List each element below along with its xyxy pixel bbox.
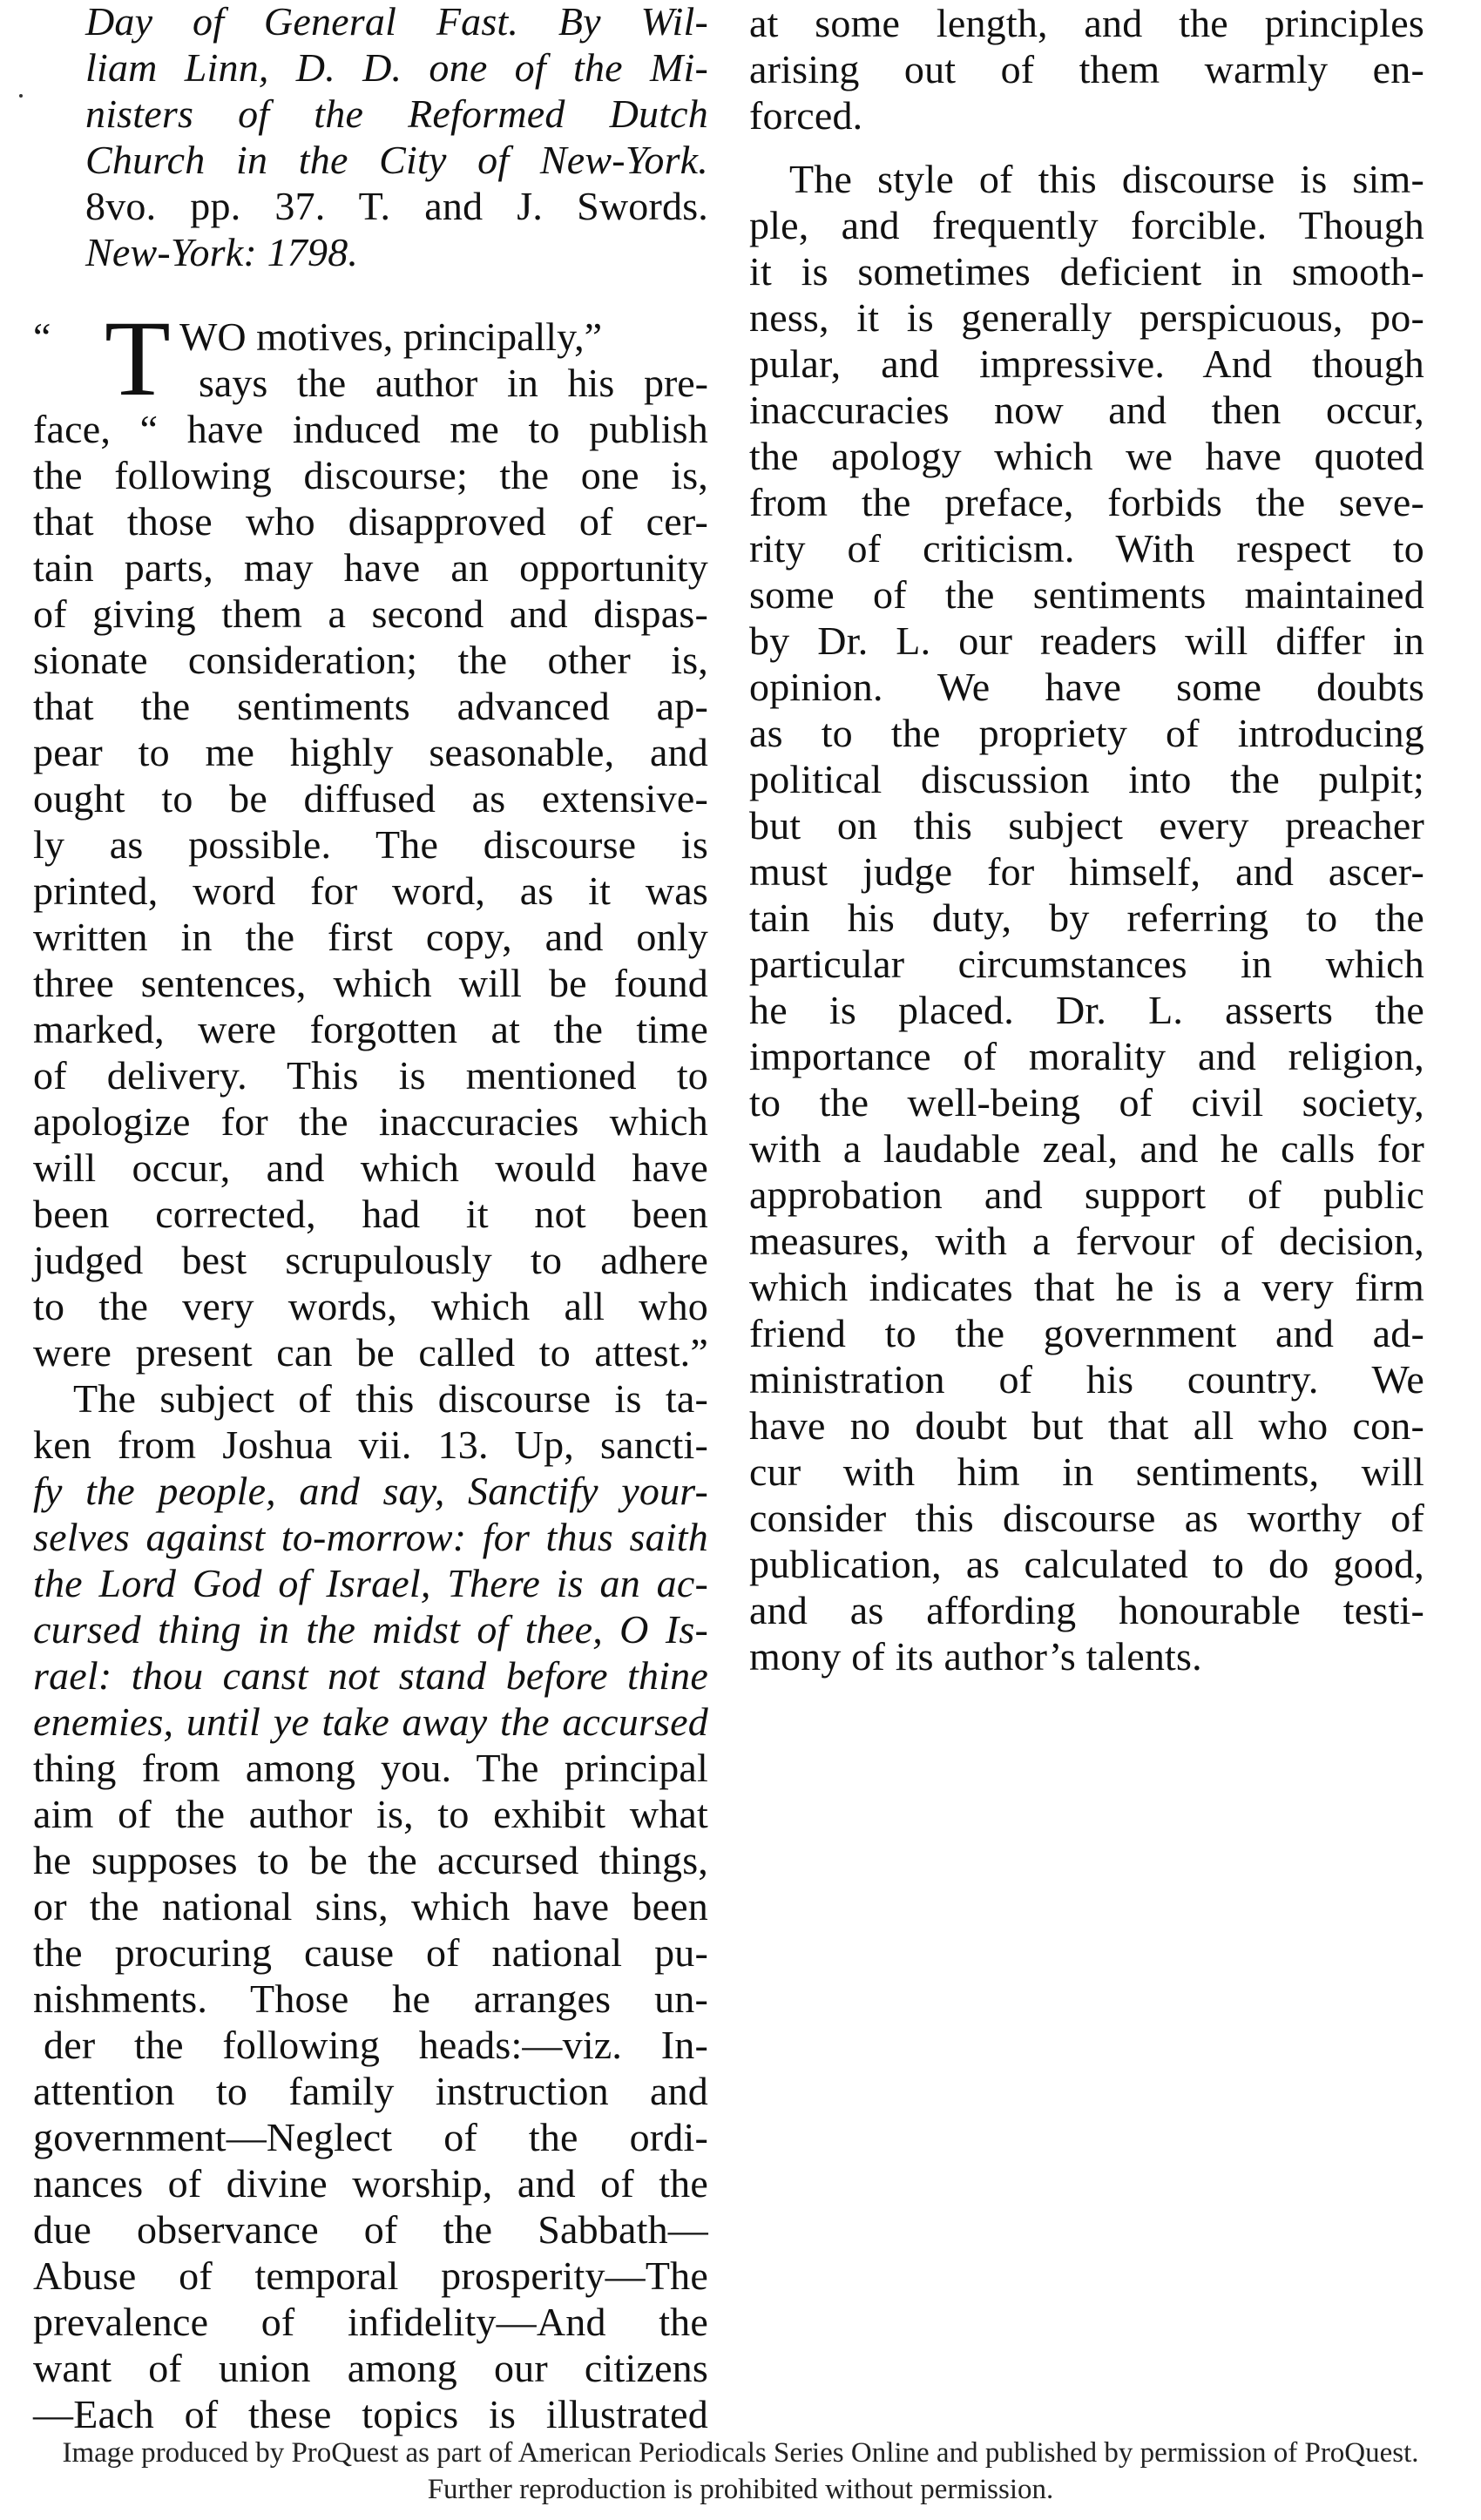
text-line: of delivery. This is mentioned to: [33, 1053, 708, 1098]
text-line: must judge for himself, and ascer-: [749, 849, 1424, 894]
text-line: have no doubt but that all who con-: [749, 1403, 1424, 1448]
text-line: der the following heads:—viz. In-: [44, 2023, 708, 2067]
text-line: to the very words, which all who: [33, 1284, 708, 1328]
text-line: measures, with a fervour of decision,: [749, 1219, 1424, 1263]
text-line: apologize for the inaccuracies which: [33, 1099, 708, 1144]
heading-line: Church in the City of New-York.: [85, 138, 708, 182]
text-line: but on this subject every preacher: [749, 803, 1424, 848]
text-line: which indicates that he is a very firm: [749, 1265, 1424, 1309]
text-line: Abuse of temporal prosperity—The: [33, 2253, 708, 2298]
dropcap-opening: [33, 299, 708, 418]
text-line: and as affording honourable testi-: [749, 1588, 1424, 1632]
review-heading: [33, 0, 708, 275]
text-line: ken from Joshua vii. 13. Up, sancti-: [33, 1422, 708, 1467]
text-line: inaccuracies now and then occur,: [749, 388, 1424, 432]
text-line: aim of the author is, to exhibit what: [33, 1792, 708, 1836]
dropcap-line-2: says the author in his pre-: [199, 361, 708, 405]
text-line: with a laudable zeal, and he calls for: [749, 1126, 1424, 1171]
text-line: will occur, and which would have: [33, 1145, 708, 1190]
text-line: attention to family instruction and: [33, 2069, 708, 2113]
text-line: face, “ have induced me to publish: [33, 407, 708, 451]
text-line: he is placed. Dr. L. asserts the: [749, 988, 1424, 1032]
text-line: of giving them a second and dispas-: [33, 591, 708, 636]
text-line: rael: thou canst not stand before thine: [33, 1653, 708, 1698]
dropcap-line-1: WO motives, principally,”: [179, 314, 602, 359]
text-line: the apology which we have quoted: [749, 434, 1424, 478]
text-line: cur with him in sentiments, will: [749, 1449, 1424, 1494]
text-line: written in the first copy, and only: [33, 915, 708, 959]
text-line: marked, were forgotten at the time: [33, 1007, 708, 1051]
text-line: consider this discourse as worthy of: [749, 1496, 1424, 1540]
text-line: publication, as calculated to do good,: [749, 1542, 1424, 1586]
text-line: enemies, until ye take away the accursed: [33, 1699, 708, 1744]
text-line: importance of morality and religion,: [749, 1034, 1424, 1078]
text-line: as to the propriety of introducing: [749, 711, 1424, 755]
text-line: selves against to-morrow: for thus saith: [33, 1515, 708, 1559]
text-line: pear to me highly seasonable, and: [33, 730, 708, 774]
text-line: government—Neglect of the ordi-: [33, 2115, 708, 2159]
text-line: rity of criticism. With respect to: [749, 526, 1424, 571]
text-line: —Each of these topics is illustrated: [33, 2392, 708, 2436]
speck-mark: [19, 94, 23, 98]
text-line: that those who disapproved of cer-: [33, 499, 708, 544]
text-line: friend to the government and ad-: [749, 1311, 1424, 1355]
footer-line-1: Image produced by ProQuest as part of American Periodicals Series Online and published by permission of ProQuest.: [62, 2437, 1419, 2469]
text-line: judged best scrupulously to adhere: [33, 1238, 708, 1282]
heading-line: nisters of the Reformed Dutch: [85, 91, 708, 136]
text-line: thing from among you. The principal: [33, 1746, 708, 1790]
paragraph-continuation: [749, 0, 1424, 138]
text-line: cursed thing in the midst of thee, O Is-: [33, 1607, 708, 1652]
text-line: The style of this discourse is sim-: [789, 157, 1424, 201]
text-line: that the sentiments advanced ap-: [33, 684, 708, 728]
text-line: due observance of the Sabbath—: [33, 2207, 708, 2252]
text-line: fy the people, and say, Sanctify your-: [33, 1469, 708, 1513]
text-line: the following discourse; the one is,: [33, 453, 708, 497]
heading-line: liam Linn, D. D. one of the Mi-: [85, 45, 708, 90]
heading-line: 8vo. pp. 37. T. and J. Swords.: [85, 184, 708, 228]
text-line: pular, and impressive. And though: [749, 341, 1424, 386]
text-line: from the preface, forbids the seve-: [749, 480, 1424, 524]
text-line: political discussion into the pulpit;: [749, 757, 1424, 801]
text-line: printed, word for word, as it was: [33, 868, 708, 913]
text-line: ness, it is generally perspicuous, po-: [749, 295, 1424, 340]
text-line: nishments. Those he arranges un-: [33, 1976, 708, 2021]
text-line: some of the sentiments maintained: [749, 572, 1424, 617]
text-line: ly as possible. The discourse is: [33, 822, 708, 867]
text-line: at some length, and the principles: [749, 1, 1424, 45]
left-column: [33, 0, 708, 2437]
proquest-attribution-footer: [0, 2435, 1481, 2508]
text-line: the procuring cause of national pu-: [33, 1930, 708, 1975]
text-line: by Dr. L. our readers will differ in: [749, 618, 1424, 663]
text-line: three sentences, which will be found: [33, 961, 708, 1005]
text-line: approbation and support of public: [749, 1172, 1424, 1217]
right-column: [749, 0, 1424, 1679]
text-line: or the national sins, which have been: [33, 1884, 708, 1929]
text-line: forced.: [749, 93, 863, 138]
footer-line-2: Further reproduction is prohibited without permission.: [427, 2474, 1054, 2505]
heading-line: New-York: 1798.: [85, 230, 359, 274]
text-line: tain his duty, by referring to the: [749, 895, 1424, 940]
text-line: arising out of them warmly en-: [749, 47, 1424, 91]
text-line: ple, and frequently forcible. Though: [749, 203, 1424, 247]
text-line: The subject of this discourse is ta-: [73, 1376, 708, 1421]
text-line: ought to be diffused as extensive-: [33, 776, 708, 821]
text-line: sionate consideration; the other is,: [33, 638, 708, 682]
drop-capital-letter: T: [105, 299, 171, 418]
text-line: nances of divine worship, and of the: [33, 2161, 708, 2206]
paragraph-style-critique: [749, 156, 1424, 1679]
text-line: opinion. We have some doubts: [749, 665, 1424, 709]
text-line: to the well-being of civil society,: [749, 1080, 1424, 1125]
text-line: were present can be called to attest.”: [33, 1330, 708, 1375]
text-line: ministration of his country. We: [749, 1357, 1424, 1402]
opening-quote: “: [33, 314, 51, 359]
text-line: been corrected, had it not been: [33, 1192, 708, 1236]
heading-line: Day of General Fast. By Wil-: [85, 0, 708, 44]
text-line: the Lord God of Israel, There is an ac-: [33, 1561, 708, 1605]
text-line: it is sometimes deficient in smooth-: [749, 249, 1424, 294]
text-line: he supposes to be the accursed things,: [33, 1838, 708, 1882]
text-line: prevalence of infidelity—And the: [33, 2300, 708, 2344]
text-line: tain parts, may have an opportunity: [33, 545, 708, 590]
paragraph-subject: [33, 1375, 708, 2437]
text-line: particular circumstances in which: [749, 942, 1424, 986]
text-line: mony of its author’s talents.: [749, 1634, 1202, 1679]
paragraph-preface-quote: [33, 406, 708, 1375]
text-line: want of union among our citizens: [33, 2346, 708, 2390]
